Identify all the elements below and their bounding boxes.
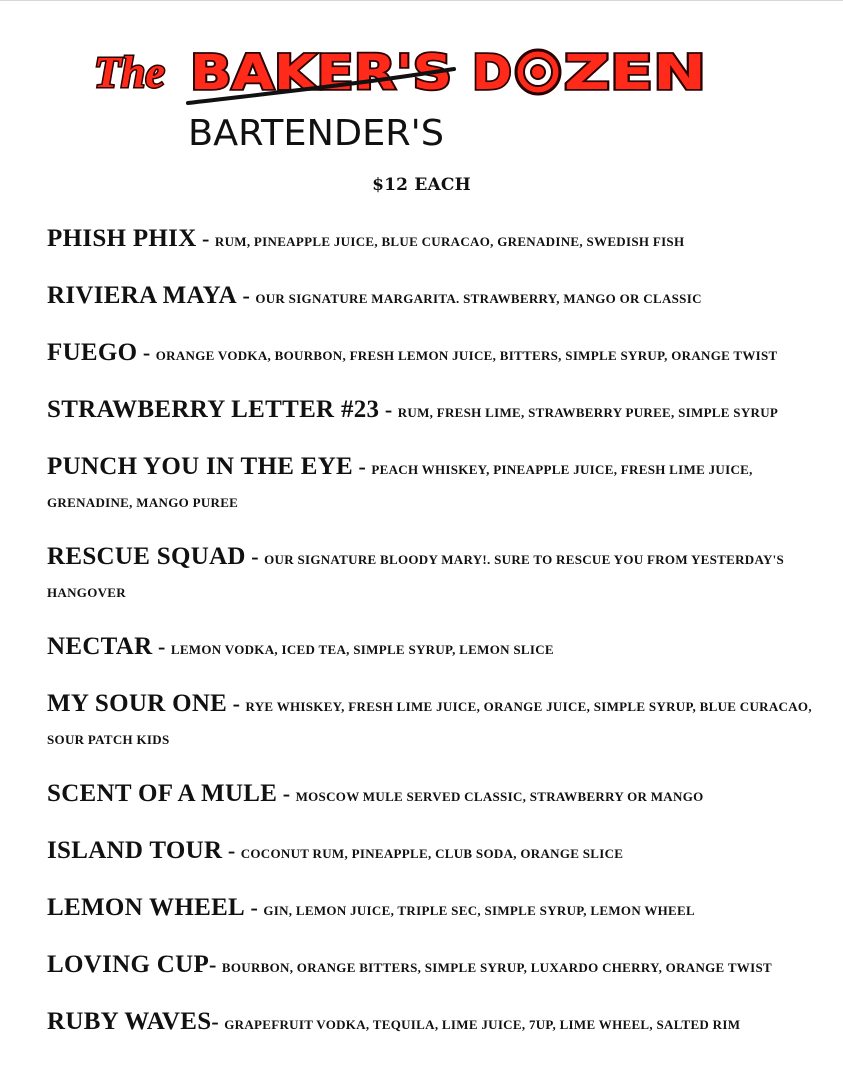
logo-bakers: BAKER'S [190,45,452,101]
drink-ingredients: RYE WHISKEY, FRESH LIME JUICE, ORANGE JUICE, SIMPLE SYRUP, BLUE CURACAO, SOUR PATCH KIDS [47,699,812,747]
menu-item [47,835,827,870]
drink-name: PHISH PHIX [47,225,197,252]
separator-dash: - [379,397,398,422]
separator-dash: - [277,781,296,806]
separator-dash: - [245,544,265,569]
menu-item [47,778,827,813]
drink-ingredients: RUM, PINEAPPLE JUICE, BLUE CURACAO, GRENADINE, SWEDISH FISH [214,234,685,249]
drink-name: RESCUE SQUAD [47,543,246,570]
menu-item [47,688,827,756]
separator-dash: - [227,691,246,716]
separator-dash: - [209,952,222,977]
logo-the: The [94,48,165,97]
menu-item [47,631,827,666]
drink-ingredients: COCONUT RUM, PINEAPPLE, CLUB SODA, ORANGE SLICE [240,846,624,861]
drink-ingredients: OUR SIGNATURE BLOODY MARY!. SURE TO RESCUE YOU FROM YESTERDAY'S HANGOVER [47,552,785,600]
menu-item [47,394,827,429]
menu-item [47,541,827,609]
cocktail-list [47,223,827,1063]
drink-name: RUBY WAVES [47,1008,212,1035]
drink-ingredients: RUM, FRESH LIME, STRAWBERRY PUREE, SIMPLE SYRUP [397,405,779,420]
menu-item [47,223,827,258]
drink-name: FUEGO [47,339,138,366]
separator-dash: - [237,283,256,308]
drink-name: MY SOUR ONE [47,690,228,717]
logo-bartenders: BARTENDER'S [188,113,444,151]
separator-dash: - [353,454,372,479]
logo-dozen-zen: ZEN [564,45,706,101]
drink-name: LEMON WHEEL [47,894,246,921]
drink-ingredients: LEMON VODKA, ICED TEA, SIMPLE SYRUP, LEMON SLICE [170,642,554,657]
separator-dash: - [245,895,264,920]
logo-target-icon [516,50,560,94]
drink-name: NECTAR [47,633,153,660]
drink-ingredients: ORANGE VODKA, BOURBON, FRESH LEMON JUICE, BITTERS, SIMPLE SYRUP, ORANGE TWIST [155,348,778,363]
drink-ingredients: BOURBON, ORANGE BITTERS, SIMPLE SYRUP, LUXARDO CHERRY, ORANGE TWIST [221,960,772,975]
drink-ingredients: PEACH WHISKEY, PINEAPPLE JUICE, FRESH LIME JUICE, GRENADINE, MANGO PUREE [47,462,753,510]
price-label: $12 EACH [372,175,471,195]
separator-dash: - [196,226,215,251]
separator-dash: - [222,838,241,863]
separator-dash: - [152,634,171,659]
drink-name: STRAWBERRY LETTER #23 [47,396,380,423]
menu-item [47,337,827,372]
drink-name: SCENT OF A MULE [47,780,278,807]
drink-name: PUNCH YOU IN THE EYE [47,453,354,480]
menu-item [47,280,827,315]
drink-name: ISLAND TOUR [47,837,223,864]
drink-name: RIVIERA MAYA [47,282,237,309]
bakers-dozen-logo [92,41,712,151]
separator-dash: - [137,340,156,365]
drink-ingredients: MOSCOW MULE SERVED CLASSIC, STRAWBERRY OR MANGO [295,789,704,804]
logo-dozen-d: D [472,45,512,101]
drink-ingredients: GRAPEFRUIT VODKA, TEQUILA, LIME JUICE, 7UP, LIME WHEEL, SALTED RIM [224,1017,741,1032]
menu-item [47,1006,827,1041]
drink-ingredients: OUR SIGNATURE MARGARITA. STRAWBERRY, MANGO OR CLASSIC [255,291,702,306]
menu-item [47,949,827,984]
menu-item [47,892,827,927]
separator-dash: - [211,1009,225,1034]
drink-ingredients: GIN, LEMON JUICE, TRIPLE SEC, SIMPLE SYRUP, LEMON WHEEL [263,903,695,918]
drink-name: LOVING CUP [47,951,210,978]
menu-item [47,451,827,519]
